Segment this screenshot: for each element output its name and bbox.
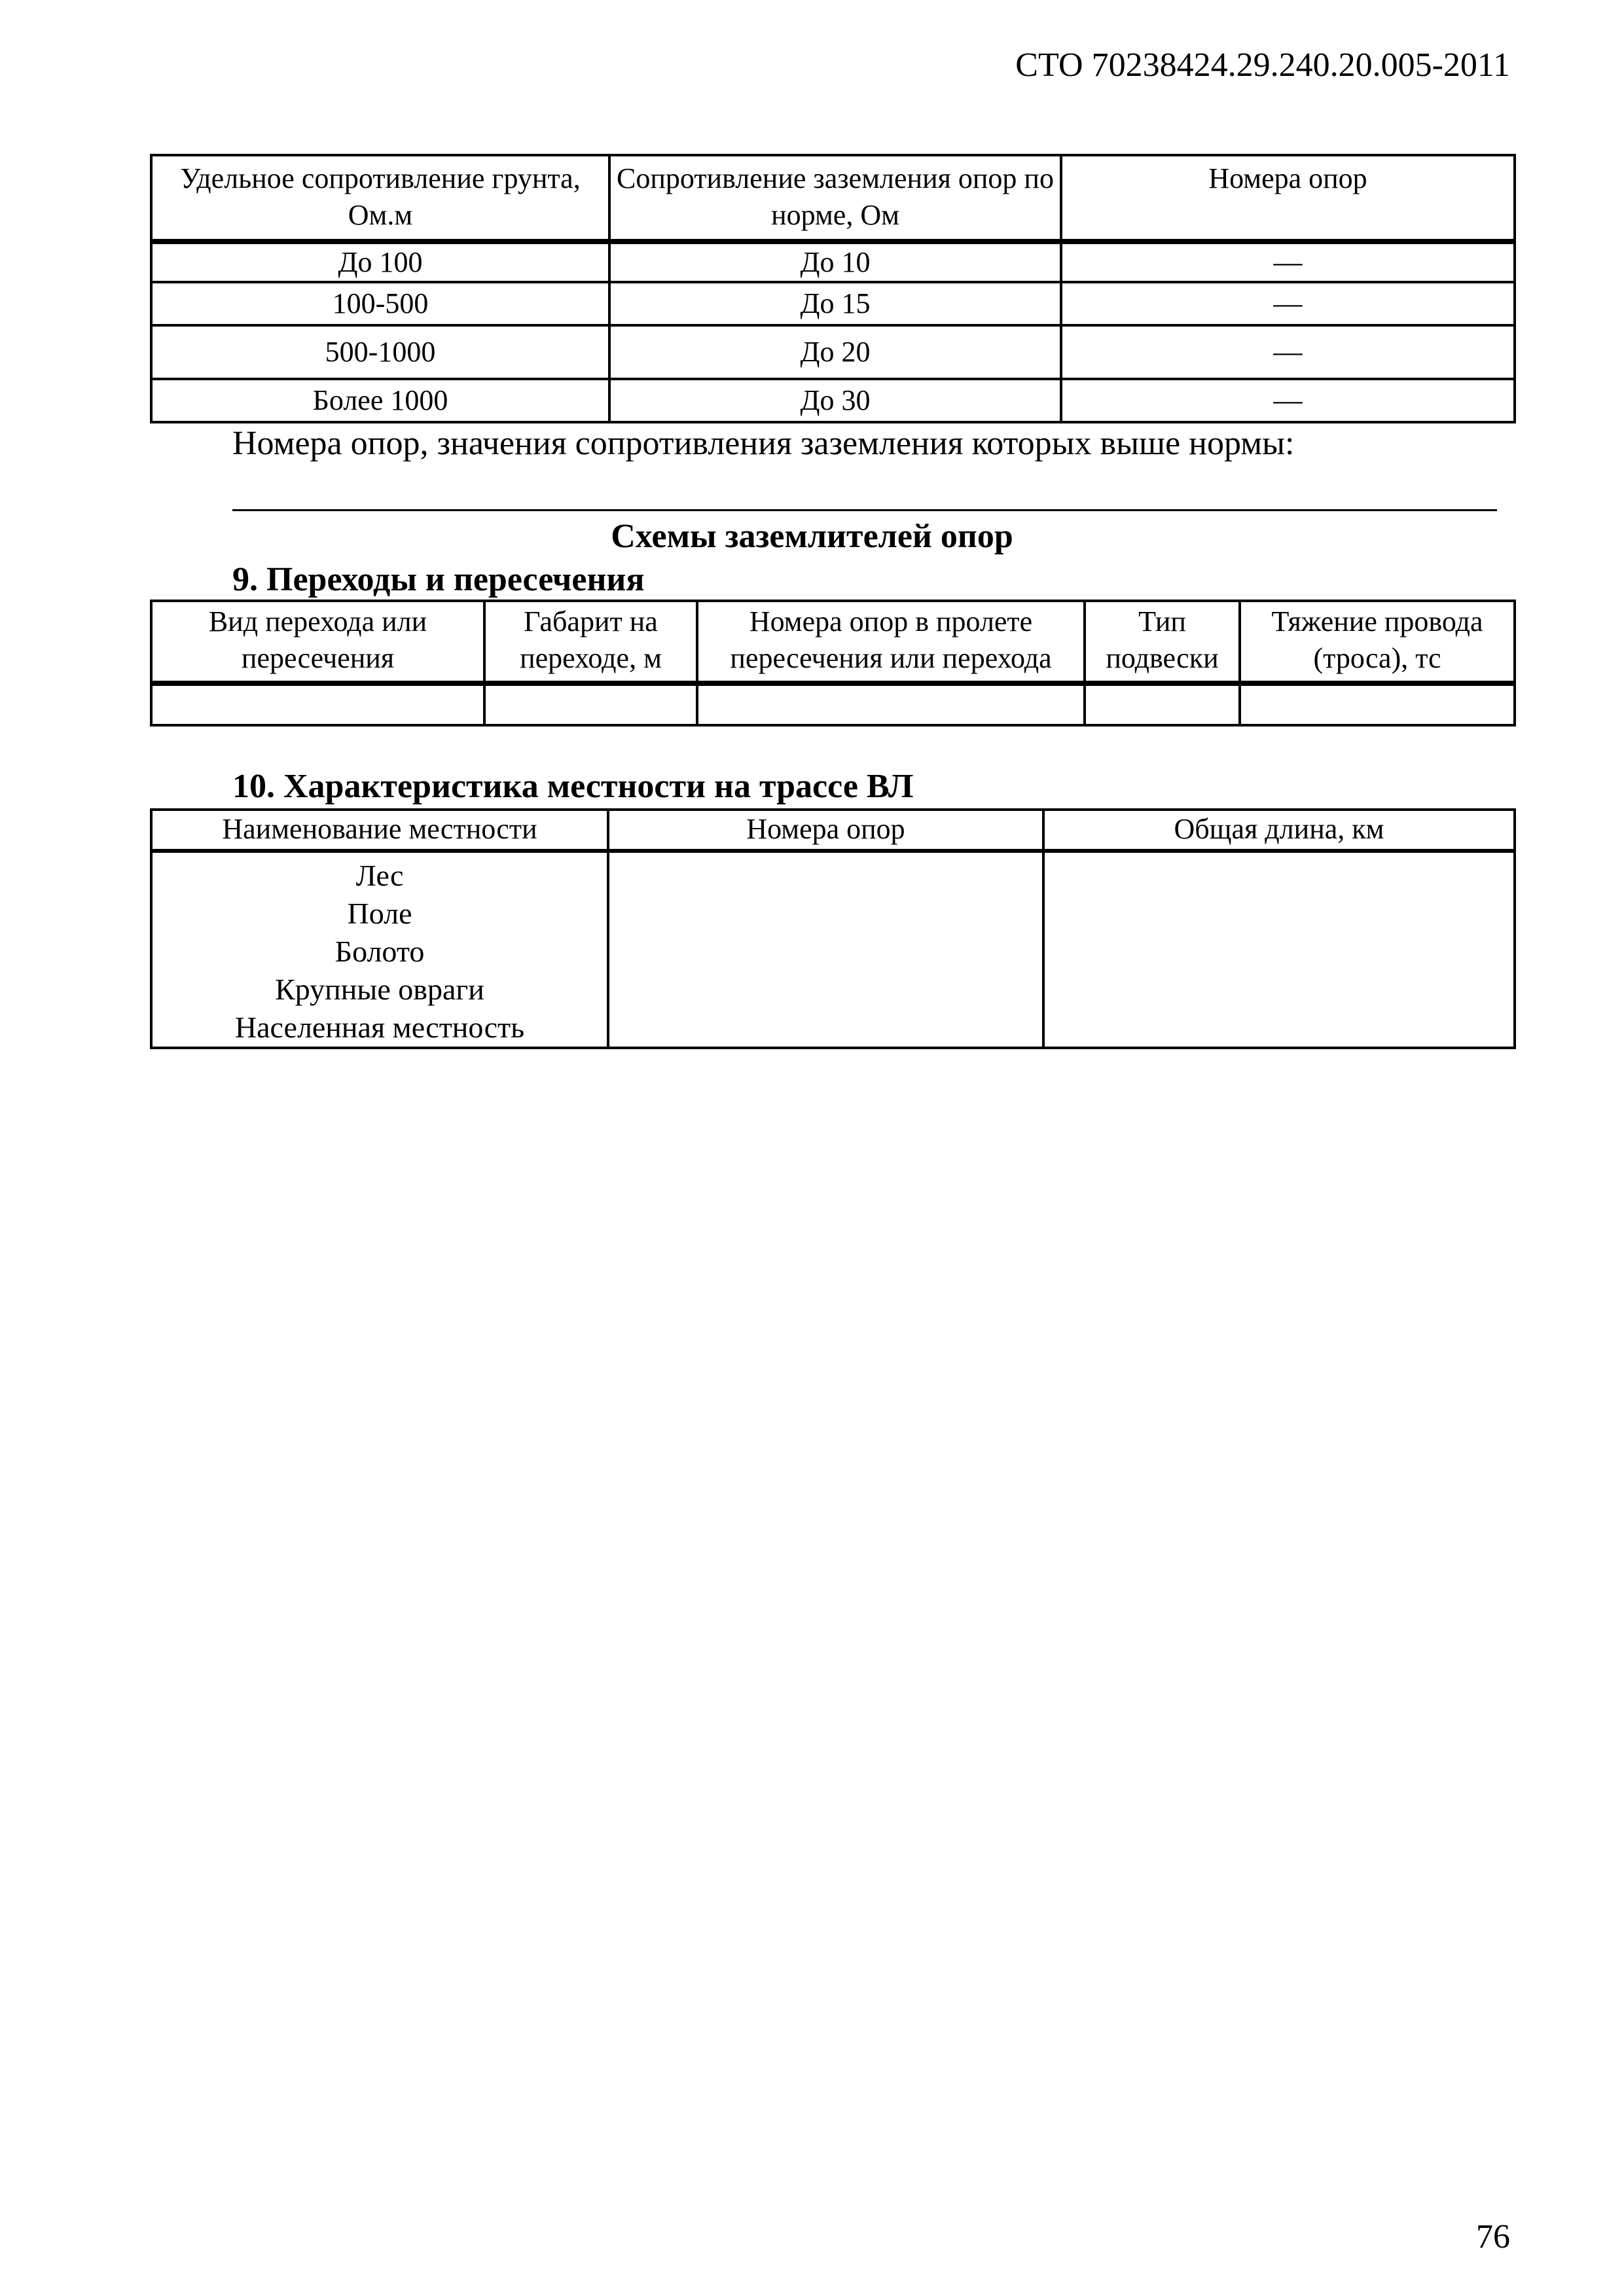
header-suspension-type: Тип подвески <box>1085 601 1240 683</box>
soil-resistivity-cell: Более 1000 <box>151 379 609 422</box>
pole-numbers-cell: — <box>1061 325 1515 379</box>
fill-in-line <box>232 509 1497 511</box>
header-terrain-name: Наименование местности <box>151 810 608 851</box>
norm-resistance-cell: До 15 <box>609 282 1061 325</box>
terrain-table <box>150 808 1516 1049</box>
terrain-item: Поле <box>347 897 412 930</box>
terrain-item: Населенная местность <box>234 1011 525 1044</box>
terrain-item: Болото <box>334 935 425 968</box>
pole-numbers-cell: — <box>1061 242 1515 282</box>
pole-numbers-cell: — <box>1061 282 1515 325</box>
soil-resistivity-cell: 100-500 <box>151 282 609 325</box>
table-row <box>151 683 1515 725</box>
empty-cell <box>697 683 1085 725</box>
soil-resistivity-cell: До 100 <box>151 242 609 282</box>
terrain-list-cell <box>151 851 608 1048</box>
header-soil-resistivity: Удельное сопротивление грунта, Ом.м <box>151 155 609 242</box>
empty-cell <box>1085 683 1240 725</box>
ground-resistance-table <box>150 154 1516 423</box>
header-crossing-type: Вид перехода или пересечения <box>151 601 484 683</box>
table-row <box>151 325 1515 379</box>
table-row <box>151 242 1515 282</box>
document-code: СТО 70238424.29.240.20.005-2011 <box>1015 46 1510 84</box>
crossings-table <box>150 600 1516 726</box>
table-row <box>151 282 1515 325</box>
soil-resistivity-cell: 500-1000 <box>151 325 609 379</box>
empty-cell <box>484 683 697 725</box>
empty-cell <box>1240 683 1515 725</box>
schemes-heading: Схемы заземлителей опор <box>611 518 1013 555</box>
section-10-heading: 10. Характеристика местности на трассе ВЛ <box>232 768 914 805</box>
header-clearance: Габарит на переходе, м <box>484 601 697 683</box>
table-row <box>151 851 1515 1048</box>
empty-cell <box>608 851 1043 1048</box>
norm-resistance-cell: До 10 <box>609 242 1061 282</box>
header-total-length: Общая длина, км <box>1043 810 1515 851</box>
table-row <box>151 379 1515 422</box>
terrain-item: Лес <box>355 859 404 892</box>
header-pole-numbers: Номера опор <box>608 810 1043 851</box>
page-number: 76 <box>1476 2218 1510 2255</box>
section-9-heading: 9. Переходы и пересечения <box>232 561 645 598</box>
empty-cell <box>1043 851 1515 1048</box>
norm-resistance-cell: До 20 <box>609 325 1061 379</box>
above-norm-note: Номера опор, значения сопротивления заземления которых выше нормы: <box>232 425 1295 462</box>
terrain-item: Крупные овраги <box>275 973 484 1006</box>
header-span-poles: Номера опор в пролете пересечения или перехода <box>697 601 1085 683</box>
pole-numbers-cell: — <box>1061 379 1515 422</box>
norm-resistance-cell: До 30 <box>609 379 1061 422</box>
empty-cell <box>151 683 484 725</box>
header-pole-numbers: Номера опор <box>1061 155 1515 242</box>
header-norm-resistance: Сопротивление заземления опор по норме, Ом <box>609 155 1061 242</box>
header-wire-tension: Тяжение провода (троса), тс <box>1240 601 1515 683</box>
